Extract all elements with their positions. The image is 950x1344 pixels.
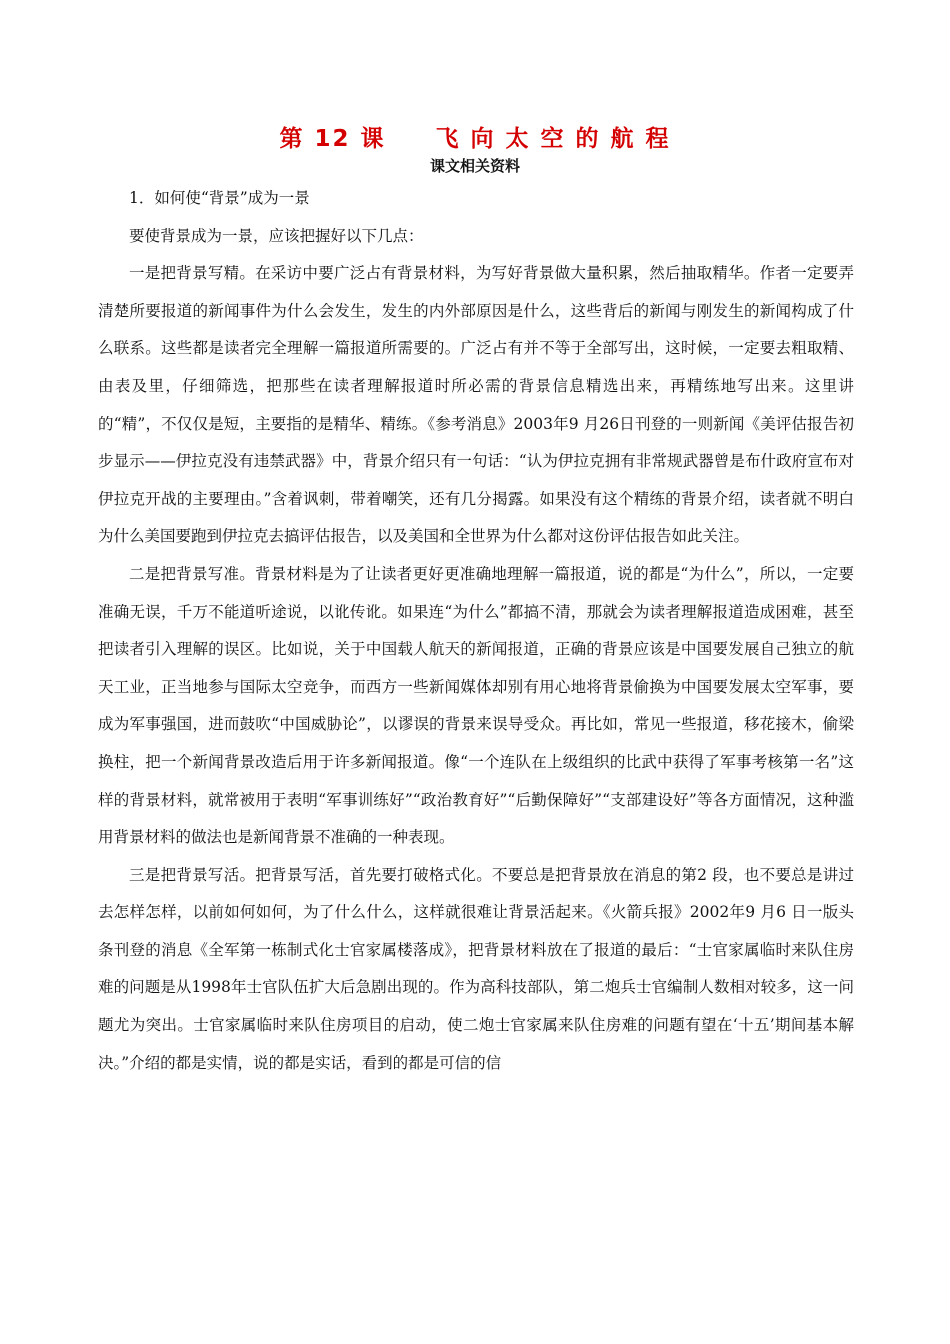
intro-paragraph: 要使背景成为一景，应该把握好以下几点：	[129, 226, 424, 245]
document-body	[98, 180, 854, 1082]
paragraph-3: 三是把背景写活。把背景写活，首先要打破格式化。不要总是把背景放在消息的第2 段，也不要总是讲过去怎样怎样，以前如何如何，为了什么什么，这样就很难让背景活起来。《火箭兵报》2002年9 月6 日一版头条刊登的消息《全军第一栋制式化士官家属楼落成》，把背景材料放在了报道的最后：“士官家属临时来队住房难的问题是从1998年士官队伍扩大后急剧出现的。作为高科技部队，第二炮兵士官编制人数相对较多，这一问题尤为突出。士官家属临时来队住房项目的启动，使二炮士官家属来队住房难的问题有望在‘十五’期间基本解决。”介绍的都是实情，说的都是实话，看到的都是可信的信	[98, 865, 854, 1072]
paragraph-1: 一是把背景写精。在采访中要广泛占有背景材料，为写好背景做大量积累，然后抽取精华。作者一定要弄清楚所要报道的新闻事件为什么会发生，发生的内外部原因是什么，这些背后的新闻与刚发生的新闻构成了什么联系。这些都是读者完全理解一篇报道所需要的。广泛占有并不等于全部写出，这时候，一定要去粗取精、由表及里，仔细筛选，把那些在读者理解报道时所必需的背景信息精选出来，再精练地写出来。这里讲的“精”，不仅仅是短，主要指的是精华、精练。《参考消息》2003年9 月26日刊登的一则新闻《美评估报告初步显示——伊拉克没有违禁武器》中，背景介绍只有一句话：“认为伊拉克拥有非常规武器曾是布什政府宣布对伊拉克开战的主要理由。”含着讽刺，带着嘲笑，还有几分揭露。如果没有这个精练的背景介绍，读者就不明白为什么美国要跑到伊拉克去搞评估报告，以及美国和全世界为什么都对这份评估报告如此关注。	[98, 264, 854, 546]
lesson-title: 第 12 课 飞 向 太 空 的 航 程	[279, 126, 671, 152]
section-heading: 1．如何使“背景”成为一景	[129, 189, 310, 207]
paragraph-2: 二是把背景写准。背景材料是为了让读者更好更准确地理解一篇报道，说的都是“为什么”，所以，一定要准确无误，千万不能道听途说，以讹传讹。如果连“为什么”都搞不清，那就会为读者理解报道造成困难，甚至把读者引入理解的误区。比如说，关于中国载人航天的新闻报道，正确的背景应该是中国要发展自己独立的航天工业，正当地参与国际太空竞争，而西方一些新闻媒体却别有用心地将背景偷换为中国要发展太空军事，要成为军事强国，进而鼓吹“中国威胁论”，以谬误的背景来误导受众。再比如，常见一些报道，移花接木，偷梁换柱，把一个新闻背景改造后用于许多新闻报道。像“一个连队在上级组织的比武中获得了军事考核第一名”这样的背景材料，就常被用于表明“军事训练好”“政治教育好”“后勤保障好”“支部建设好”等各方面情况，这种滥用背景材料的做法也是新闻背景不准确的一种表现。	[98, 564, 854, 847]
lesson-subtitle: 课文相关资料	[429, 157, 520, 175]
